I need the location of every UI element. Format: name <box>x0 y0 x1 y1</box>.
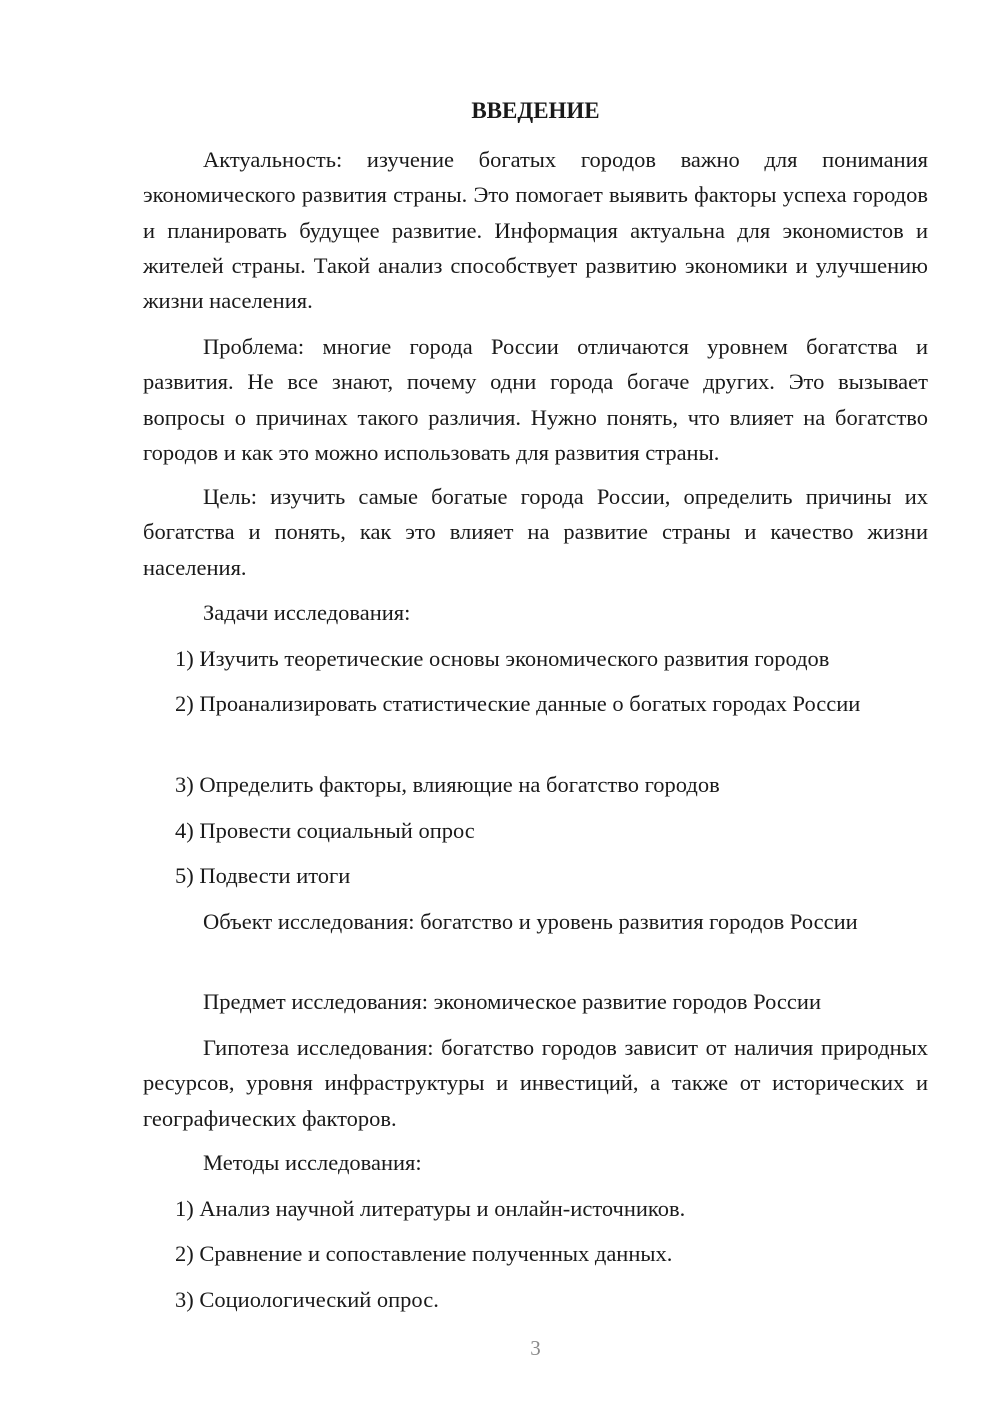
task-item: 5) Подвести итоги <box>175 863 351 888</box>
subject-paragraph: Предмет исследования: экономическое развитие городов России <box>203 989 821 1014</box>
method-item: 1) Анализ научной литературы и онлайн-источников. <box>175 1196 686 1221</box>
object-paragraph: Объект исследования: богатство и уровень развития городов России <box>203 909 858 934</box>
task-item: 3) Определить факторы, влияющие на богатство городов <box>175 772 720 797</box>
method-item: 2) Сравнение и сопоставление полученных данных. <box>175 1241 673 1266</box>
methods-heading: Методы исследования: <box>203 1150 422 1175</box>
method-item: 3) Социологический опрос. <box>175 1287 439 1312</box>
problem-paragraph: Проблема: многие города России отличаются уровнем богатства и развития. Не все знают, почему одни города богаче других. Это вызывает вопросы о причинах такого различия. Нужно понять, что влияет на богатство городов и как это можно использовать для развития страны. <box>143 334 928 465</box>
task-item: 2) Проанализировать статистические данные о богатых городах России <box>175 691 861 716</box>
section-title: ВВЕДЕНИЕ <box>471 98 600 123</box>
tasks-heading: Задачи исследования: <box>203 600 411 625</box>
actuality-paragraph: Актуальность: изучение богатых городов важно для понимания экономического развития страны. Это помогает выявить факторы успеха городов и планировать будущее развитие. Информация актуальна для экономистов и жителей страны. Такой анализ способствует развитию экономики и улучшению жизни населения. <box>143 147 928 314</box>
hypothesis-paragraph: Гипотеза исследования: богатство городов зависит от наличия природных ресурсов, уровня инфраструктуры и инвестиций, а также от исторических и географических факторов. <box>143 1035 928 1131</box>
task-item: 4) Провести социальный опрос <box>175 818 475 843</box>
task-item: 1) Изучить теоретические основы экономического развития городов <box>175 646 830 671</box>
page-number: 3 <box>530 1336 541 1360</box>
goal-paragraph: Цель: изучить самые богатые города России, определить причины их богатства и понять, как это влияет на развитие страны и качество жизни населения. <box>143 484 928 580</box>
